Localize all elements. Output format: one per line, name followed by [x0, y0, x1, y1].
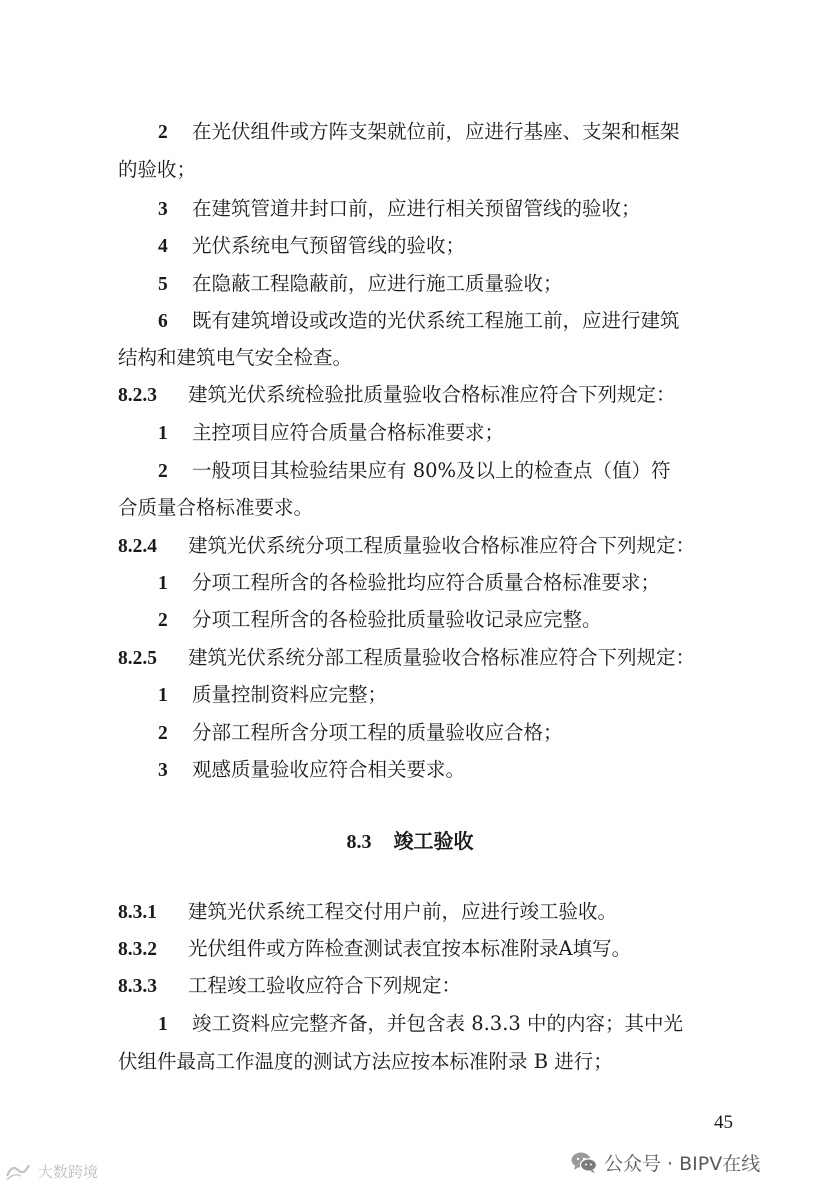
list-item-1: 1 质量控制资料应完整；: [158, 683, 388, 706]
list-item-4: 4 光伏系统电气预留管线的验收；: [158, 234, 466, 257]
list-item-2: 2 在光伏组件或方阵支架就位前，应进行基座、支架和框架: [158, 120, 680, 143]
continuation-line: 伏组件最高工作温度的测试方法应按本标准附录 B 进行；: [118, 1050, 613, 1073]
list-item-2: 2 分部工程所含分项工程的质量验收应合格；: [158, 721, 563, 744]
continuation-line: 结构和建筑电气安全检查。: [118, 346, 353, 369]
list-item-1: 1 主控项目应符合质量合格标准要求；: [158, 421, 505, 444]
list-item-3: 3 在建筑管道井封口前，应进行相关预留管线的验收；: [158, 197, 641, 220]
list-item-5: 5 在隐蔽工程隐蔽前，应进行施工质量验收；: [158, 272, 563, 295]
page-number: 45: [714, 1112, 733, 1133]
wechat-icon: [570, 1150, 598, 1174]
list-item-2: 2 分项工程所含的各检验批质量验收记录应完整。: [158, 608, 602, 631]
clause-8-3-3: 8.3.3 工程竣工验收应符合下列规定：: [118, 974, 462, 997]
clause-8-3-2: 8.3.2 光伏组件或方阵检查测试表宜按本标准附录A填写。: [118, 937, 632, 960]
section-heading: 8.3 竣工验收: [346, 829, 474, 853]
continuation-line: 合质量合格标准要求。: [118, 496, 314, 519]
list-item-2: 2 一般项目其检验结果应有 80%及以上的检查点（值）符: [158, 459, 671, 482]
list-item-3: 3 观感质量验收应符合相关要求。: [158, 758, 466, 781]
list-item-1: 1 竣工资料应完整齐备，并包含表 8.3.3 中的内容；其中光: [158, 1012, 684, 1035]
clause-8-2-3: 8.2.3 建筑光伏系统检验批质量验收合格标准应符合下列规定：: [118, 383, 676, 406]
clause-8-2-4: 8.2.4 建筑光伏系统分项工程质量验收合格标准应符合下列规定：: [118, 534, 696, 557]
list-item-1: 1 分项工程所含的各检验批均应符合质量合格标准要求；: [158, 571, 661, 594]
brand-logo-icon: [4, 1160, 32, 1182]
watermark-left: 大数跨境: [4, 1158, 98, 1184]
continuation-line: 的验收；: [118, 158, 197, 181]
watermark-right: 公众号 · BIPV在线: [570, 1148, 760, 1176]
list-item-6: 6 既有建筑增设或改造的光伏系统工程施工前，应进行建筑: [158, 309, 680, 332]
clause-8-3-1: 8.3.1 建筑光伏系统工程交付用户前，应进行竣工验收。: [118, 900, 618, 923]
clause-8-2-5: 8.2.5 建筑光伏系统分部工程质量验收合格标准应符合下列规定：: [118, 646, 696, 669]
